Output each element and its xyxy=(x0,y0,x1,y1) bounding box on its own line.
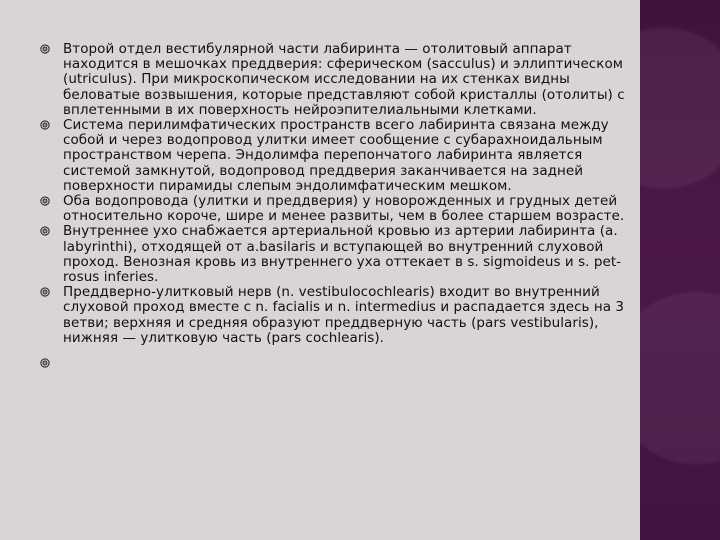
bullet-item-4 xyxy=(40,224,625,285)
target-circle-icon xyxy=(40,120,50,130)
bullet-text: Второй отдел вестибулярной части лабиринта — отолитовый аппарат находится в мешочках преддверия: сферическом (sacculus) и эллиптическом (utriculus). При микроскопическом исследовании на их стенках видны беловатые возвышения, которые представляют собой кристаллы (отолиты) с вплетенными в их поверхность нейроэпителиальными клетками. xyxy=(63,41,630,118)
target-circle-icon xyxy=(40,44,50,54)
bullet-item-5 xyxy=(40,284,629,346)
target-circle-icon xyxy=(40,226,50,236)
bullet-text: Преддверно-улитковый нерв (n. vestibulocochlearis) входит во внутренний слуховой проход вместе с n. facialis и n. intermedius и распадается здесь на 3 ветви; верхняя и средняя образуют преддверную часть (pars vestibularis), нижняя — улитковую часть (pars cochlearis). xyxy=(63,284,629,346)
bullet-text: Внутреннее ухо снабжается артериальной кровью из артерии лабиринта (a. labyrinthi), отходящей от a.basilaris и вступающей во внутренний слуховой проход. Венозная кровь из внутреннего уха оттекает в s. sigmoideus и s. pet-rosus inferies. xyxy=(63,223,623,286)
bullet-item-3 xyxy=(40,194,625,224)
bullet-item-6 xyxy=(40,356,625,371)
bullet-list xyxy=(40,41,630,371)
target-circle-icon xyxy=(40,196,50,206)
decorative-side-band xyxy=(640,0,720,540)
bullet-item-1 xyxy=(40,41,630,118)
bullet-item-2 xyxy=(40,118,625,194)
target-circle-icon xyxy=(40,358,50,368)
bullet-text: Оба водопровода (улитки и преддверия) у новорожденных и грудных детей относительно короче, шире и менее развиты, чем в более старшем возрасте. xyxy=(63,193,625,225)
bullet-text: Система перилимфатических пространств всего лабиринта связана между собой и через водопровод улитки имеет сообщение с субарахноидальным пространством черепа. Эндолимфа перепончатого лабиринта является системой замкнутой, водопровод преддверия заканчивается на задней поверхности пирамиды слепым эндолимфатическим мешком. xyxy=(63,117,614,194)
target-circle-icon xyxy=(40,287,50,297)
